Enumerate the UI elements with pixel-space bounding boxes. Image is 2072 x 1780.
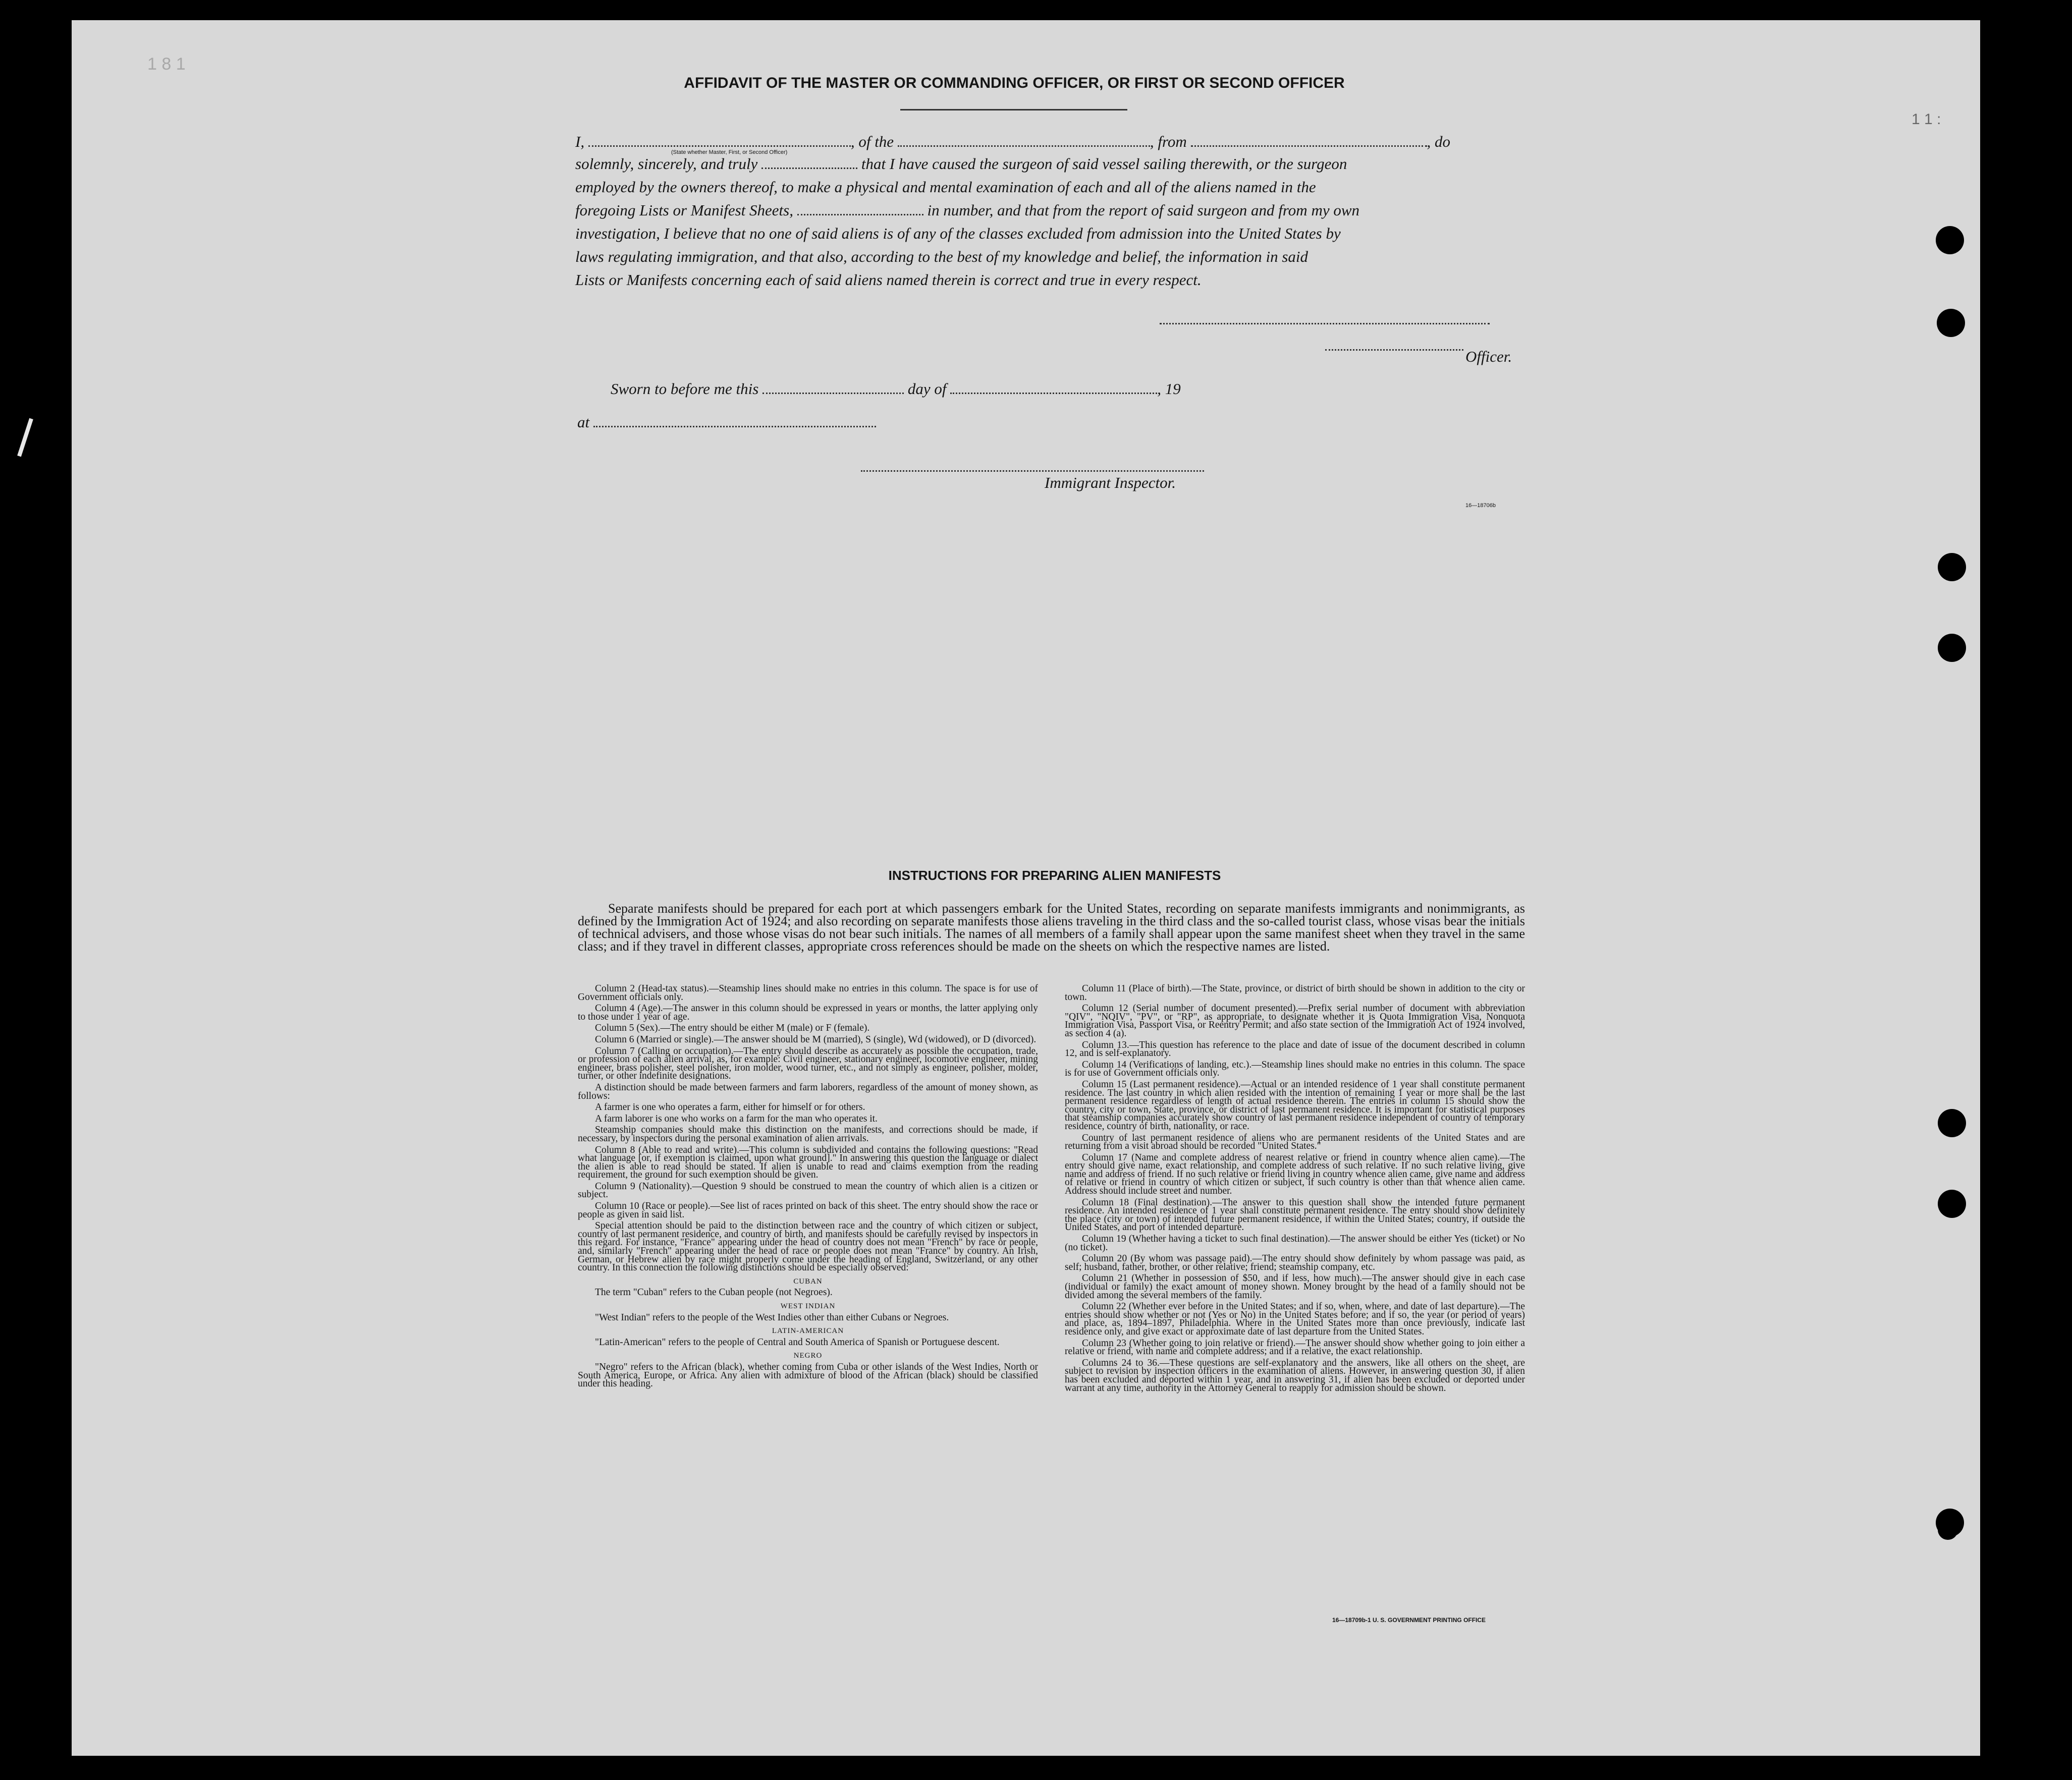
sworn-line: Sworn to before me this day of , 19 [611,377,1181,401]
punch-hole [1937,309,1965,337]
affidavit-line4a: foregoing Lists or Manifest Sheets, [575,201,793,219]
affidavit-body [575,130,1524,302]
affidavit-do: , do [1427,133,1450,150]
affidavit-line6: laws regulating immigration, and that also, according to the best of my knowledge and belief, the information in said [575,248,1308,265]
instructions-left-column: Column 2 (Head-tax status).—Steamship lines should make no entries in this column. The space is for use of Government officials only. Column 4 (Age).—The answer in this column should be expressed in years or months, the latter applying only to those under 1 year of age. Column 5 (Sex).—The entry should be either M (male) or F (female). Column 6 (Married or single).—The answer should be M (married), S (single), Wd (widowed), or D (divorced). Column 7 (Calling or occupation).—The entry should describe as accurately as possible the occupation, trade, or profession of each alien arrival, as, for example: Civil engineer, stationary engineer, locomotive engineer, mining engineer, brass polisher, steel polisher, iron molder, wood turner, etc., and not simply as engineer, polisher, molder, turner, or other indefinite designations. A distinction should be made between farmers and farm laborers, regardless of the amount of money shown, as follows: A farmer is one who operates a farm, either for himself or for others. A farm laborer is one who works on a farm for the man who operates it. Steamship companies should make this distinction on the manifests, and corrections should be made, if necessary, by inspectors during the personal examination of alien arrivals. Column 8 (Able to read and write).—This column is subdivided and contains the following questions: "Read what language [or, if exemption is claimed, upon what ground]." In answering this question the language or dialect the alien is able to read should be stated. If alien is unable to read and claims exemption from the reading requirement, the ground for such exemption should be given. Column 9 (Nationality).—Question 9 should be construed to mean the country of which alien is a citizen or subject. Column 10 (Race or people).—See list of races printed on back of this sheet. The entry should show the race or people as given in said list. Special attention should be paid to the distinction between race and the country of which citizen or subject, country of last permanent residence, and country of birth, and manifests should be carefully revised by inspectors in this regard. For instance, "France" appearing under the head of country does not mean "French" by race or people, and, similarly "French" appearing under the head of race or people does not mean "France" by country. An Irish, German, or Hebrew alien by race might properly come under the heading of England, Switzerland, or any other country. In this connection the following distinctions should be especially observed: CUBAN The term "Cuban" refers to the Cuban people (not Negroes). WEST INDIAN "West Indian" refers to the people of the West Indies other than either Cubans or Negroes. LATIN-AMERICAN "Latin-American" refers to the people of Central and South America of Spanish or Portuguese descent. NEGRO "Negro" refers to the African (black), whether coming from Cuba or other islands of the West Indies, North or South America, Europe, or Africa. Any alien with admixture of blood of the African (black) should be classified under this heading. [578,983,1038,1389]
state-whether-note: (State whether Master, First, or Second Officer) [671,149,788,155]
punch-hole [1938,1520,1958,1540]
affidavit-form-code: 16—18706b [1465,503,1496,509]
instructions-title: INSTRUCTIONS FOR PREPARING ALIEN MANIFESTS [888,868,1221,883]
affidavit-from: , from [1150,133,1187,150]
inspector-label: Immigrant Inspector. [1045,474,1176,491]
punch-hole [1938,1190,1966,1218]
punch-hole [1938,634,1966,662]
title-rule [900,109,1127,110]
affidavit-line5: investigation, I believe that no one of said aliens is of any of the classes excluded from admission into the United States by [575,225,1341,242]
affidavit-line7: Lists or Manifests concerning each of said aliens named therein is correct and true in every respect. [575,271,1202,289]
punch-hole [1936,226,1964,254]
margin-mark-top-right: 1 1 : [1912,111,1941,128]
officer-signature-line [1160,323,1490,324]
affidavit-line2b: that I have caused the surgeon of said vessel sailing therewith, or the surgeon [861,155,1347,173]
affidavit-line4b: in number, and that from the report of said surgeon and from my own [927,201,1360,219]
pencil-stroke [17,418,33,457]
heading-cuban: CUBAN [793,1277,823,1286]
heading-latin-american: LATIN-AMERICAN [772,1327,844,1336]
affidavit-line3: employed by the owners thereof, to make a physical and mental examination of each and all of the aliens named in the [575,178,1316,196]
punch-hole [1938,553,1966,581]
officer-name-line [1325,349,1463,351]
printing-office-footer: 16—18709b-1 U. S. GOVERNMENT PRINTING OFFICE [1332,1617,1486,1624]
affidavit-i: I, [575,133,585,150]
instructions-right-column: Column 11 (Place of birth).—The State, province, or district of birth should be shown in addition to the city or town. Column 12 (Serial number of document presented).—Prefix serial number of document with abbreviation "QIV", "NQIV", "PV", or "RP", as appropriate, to designate whether it is Quota Immigration Visa, Nonquota Immigration Visa, Passport Visa, or Reentry Permit; and also state section of the Immigration Act of 1924 involved, as section 4 (a). Column 13.—This question has reference to the place and date of issue of the document described in column 12, and is self-explanatory. Column 14 (Verifications of landing, etc.).—Steamship lines should make no entries in this column. The space is for use of Government officials only. Column 15 (Last permanent residence).—Actual or an intended residence of 1 year shall constitute permanent residence. The last country in which alien resided with the intention of remaining 1 year or more shall be the last permanent residence regardless of length of actual residence therein. The entries in column 15 should show the country, city or town, State, province, or district of last permanent residence. It is important for statistical purposes that steamship companies accurately show country of last permanent residence independent of country of temporary residence, country of birth, nationality, or race. Country of last permanent residence of aliens who are permanent residents of the United States and are returning from a visit abroad should be recorded "United States." Column 17 (Name and complete address of nearest relative or friend in country whence alien came).—The entry should give name, exact relationship, and complete address of such relative. If no such relative living, give name and address of friend. If no such relative or friend living in country whence alien came, give name and address of relative or friend in country of which citizen or subject, if such country is other than that whence alien came. Address should include street and number. Column 18 (Final destination).—The answer to this question shall show the intended future permanent residence. An intended residence of 1 year shall constitute permanent residence. The entry should show definitely the place (city or town) of intended future permanent residence, if within the United States; country, if outside the United States, and port of intended departure. Column 19 (Whether having a ticket to such final destination).—The answer should be either Yes (ticket) or No (no ticket). Column 20 (By whom was passage paid).—The entry should show definitely by whom passage was paid, as self; husband, father, brother, or other relative; friend; steamship company, etc. Column 21 (Whether in possession of $50, and if less, how much).—The answer should give in each case (individual or family) the exact amount of money shown. Money brought by the head of a family should not be divided among the several members of the family. Column 22 (Whether ever before in the United States; and if so, when, where, and date of last departure).—The entries should show whether or not (Yes or No) in the United States before; and if so, the year (or period of years) and place, as, 1894–1897, Philadelphia. Where in the United States more than once previously, indicate last residence only, and give exact or approximate date of last departure from the United States. Column 23 (Whether going to join relative or friend).—The answer should show whether going to join either a relative or friend, with name and complete address; and if a relative, the exact relationship. Columns 24 to 36.—These questions are self-explanatory and the answers, like all others on the sheet, are subject to revision by inspection officers in the examination of aliens. However, in answering question 30, if alien has been excluded and deported within 1 year, and in answering 31, if alien has been excluded or deported under warrant at any time, authority in the Attorney General to reapply for admission should be shown. [1065,983,1525,1394]
affidavit-title: AFFIDAVIT OF THE MASTER OR COMMANDING OFFICER, OR FIRST OR SECOND OFFICER [684,75,1345,91]
officer-label: Officer. [1465,348,1512,365]
affidavit-line2a: solemnly, sincerely, and truly [575,155,758,173]
instructions-intro: Separate manifests should be prepared for each port at which passengers embark for the United States, recording on separate manifests immigrants and nonimmigrants, as defined by the Immigration Act of 1924; and also recording on separate manifests those aliens traveling in the third class and the so-called tourist class, whose visas bear the initials of technical advisers, and those whose visas do not bear such initials. The names of all members of a family shall appear upon the same manifest sheet when they travel in the same class; and if they travel in different classes, appropriate cross references should be made on the sheets on which the respective names are listed. [578,901,1525,954]
at-line: at [577,411,876,434]
heading-west-indian: WEST INDIAN [780,1302,836,1310]
punch-hole [1938,1109,1966,1137]
heading-negro: NEGRO [793,1352,823,1360]
margin-mark-top-left: 1 8 1 [147,54,186,74]
affidavit-of-the: , of the [850,133,894,150]
